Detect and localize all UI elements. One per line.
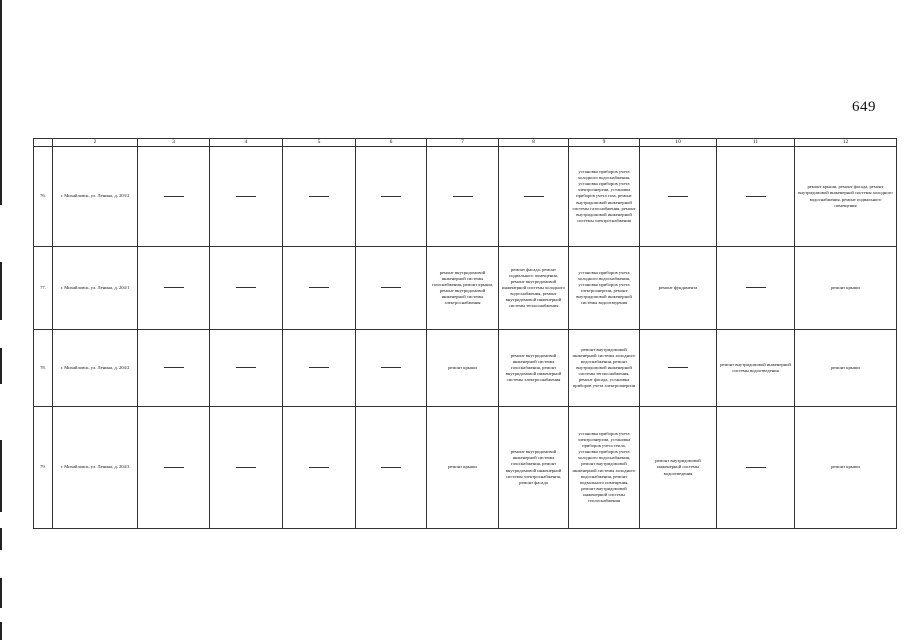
table-row xyxy=(34,147,897,247)
dash-mark xyxy=(236,196,256,197)
empty-cell xyxy=(283,147,356,247)
dash-mark xyxy=(746,467,766,468)
work-cell: установка приборов учета электроэнергии, установка приборов учета тепла, установка приборов учета холодного водоснабжения, ремонт внутридомовой инженерной системы холодного водоснабжения, ремонт подвального помещения, ремонт внутридомовой инженерной системы теплоснабжения xyxy=(569,407,640,529)
page-number: 649 xyxy=(852,99,876,115)
work-cell: установка приборов учета холодного водоснабжения, установка приборов учета электроэнергии, установка приборов учета газа, ремонт внутридомовой инженерной системы газоснабжения, ремонт внутридомовой инженерной системы электроснабжения xyxy=(569,147,640,247)
empty-cell xyxy=(717,407,795,529)
empty-cell xyxy=(356,247,427,330)
work-cell: ремонт крыши xyxy=(427,407,499,529)
row-number: 77. xyxy=(34,247,53,330)
dash-mark xyxy=(453,196,473,197)
dash-mark xyxy=(164,467,184,468)
work-cell: ремонт крыши xyxy=(427,330,499,407)
column-header xyxy=(34,139,53,147)
work-cell: ремонт крыши xyxy=(795,330,897,407)
dash-mark xyxy=(236,287,256,288)
column-header: 3 xyxy=(138,139,210,147)
work-cell: ремонт фасада, ремонт подвального помещения, ремонт внутридомовой инженерной системы холодного водоснабжения, ремонт внутридомовой инженерной системы теплоснабжения xyxy=(499,247,569,330)
work-cell: установка приборов учета холодного водоснабжения, установка приборов учета электроэнергии, ремонт внутридомовой инженерной системы водоотведения xyxy=(569,247,640,330)
work-cell: ремонт внутридомовой инженерной системы водоотведения xyxy=(640,407,717,529)
dash-mark xyxy=(746,196,766,197)
dash-mark xyxy=(309,196,329,197)
empty-cell xyxy=(210,247,283,330)
empty-cell xyxy=(138,407,210,529)
empty-cell xyxy=(717,247,795,330)
scan-edge-mark xyxy=(0,348,2,384)
work-cell: ремонт крыши, ремонт фасада, ремонт внутридомовой инженерной системы холодного водоснабжения, ремонт подвального помещения xyxy=(795,147,897,247)
work-cell: ремонт внутридомовой инженерной системы газоснабжения, ремонт внутридомовой инженерной системы электроснабжения, ремонт фасада xyxy=(499,407,569,529)
address-cell: г. Михайловск, ул. Ленина, д. 204/1 xyxy=(53,247,138,330)
scan-edge-mark xyxy=(0,578,2,608)
row-number: 79. xyxy=(34,407,53,529)
column-header: 2 xyxy=(53,139,138,147)
empty-cell xyxy=(138,247,210,330)
dash-mark xyxy=(309,367,329,368)
empty-cell xyxy=(283,247,356,330)
address-cell: г. Михайловск, ул. Ленина, д. 204/2 xyxy=(53,330,138,407)
work-cell: ремонт крыши xyxy=(795,247,897,330)
work-cell: ремонт внутридомовой инженерной системы водоотведения xyxy=(717,330,795,407)
dash-mark xyxy=(164,287,184,288)
dash-mark xyxy=(164,367,184,368)
dash-mark xyxy=(236,367,256,368)
empty-cell xyxy=(210,407,283,529)
address-cell: г. Михайловск, ул. Ленина, д. 204/3 xyxy=(53,407,138,529)
empty-cell xyxy=(640,147,717,247)
dash-mark xyxy=(381,196,401,197)
work-cell: ремонт внутридомовой инженерной системы газоснабжения, ремонт внутридомовой инженерной системы электроснабжения xyxy=(499,330,569,407)
scan-edge-mark xyxy=(0,262,2,320)
column-header: 6 xyxy=(356,139,427,147)
table-row xyxy=(34,247,897,330)
work-cell: ремонт фундамента xyxy=(640,247,717,330)
dash-mark xyxy=(668,196,688,197)
column-header: 4 xyxy=(210,139,283,147)
column-header: 10 xyxy=(640,139,717,147)
work-schedule-table xyxy=(33,138,897,529)
empty-cell xyxy=(210,147,283,247)
dash-mark xyxy=(309,287,329,288)
dash-mark xyxy=(309,467,329,468)
dash-mark xyxy=(164,196,184,197)
dash-mark xyxy=(524,196,544,197)
scan-edge-mark xyxy=(0,528,2,550)
address-cell: г. Михайловск, ул. Ленина, д. 203/2 xyxy=(53,147,138,247)
dash-mark xyxy=(746,287,766,288)
empty-cell xyxy=(717,147,795,247)
table-row xyxy=(34,407,897,529)
column-header: 7 xyxy=(427,139,499,147)
dash-mark xyxy=(381,287,401,288)
row-number: 76. xyxy=(34,147,53,247)
empty-cell xyxy=(427,147,499,247)
column-header: 11 xyxy=(717,139,795,147)
scan-edge-mark xyxy=(0,622,2,640)
work-cell: ремонт внутридомовой инженерной системы холодного водоснабжения, ремонт внутридомовой инженерной системы теплоснабжения, ремонт фасада, установка приборов учета электроэнергии xyxy=(569,330,640,407)
column-header: 9 xyxy=(569,139,640,147)
dash-mark xyxy=(236,467,256,468)
empty-cell xyxy=(356,147,427,247)
column-header: 12 xyxy=(795,139,897,147)
empty-cell xyxy=(356,330,427,407)
table-row xyxy=(34,330,897,407)
empty-cell xyxy=(138,330,210,407)
column-number-row xyxy=(34,139,897,147)
dash-mark xyxy=(381,467,401,468)
scan-edge-mark xyxy=(0,440,2,512)
scan-edge-mark xyxy=(0,0,2,205)
dash-mark xyxy=(668,367,688,368)
work-cell: ремонт крыши xyxy=(795,407,897,529)
empty-cell xyxy=(283,407,356,529)
empty-cell xyxy=(138,147,210,247)
column-header: 5 xyxy=(283,139,356,147)
work-cell: ремонт внутридомовой инженерной системы газоснабжения, ремонт крыши, ремонт внутридомовой инженерной системы электроснабжения xyxy=(427,247,499,330)
empty-cell xyxy=(640,330,717,407)
empty-cell xyxy=(283,330,356,407)
empty-cell xyxy=(499,147,569,247)
empty-cell xyxy=(210,330,283,407)
row-number: 78. xyxy=(34,330,53,407)
empty-cell xyxy=(356,407,427,529)
column-header: 8 xyxy=(499,139,569,147)
dash-mark xyxy=(381,367,401,368)
